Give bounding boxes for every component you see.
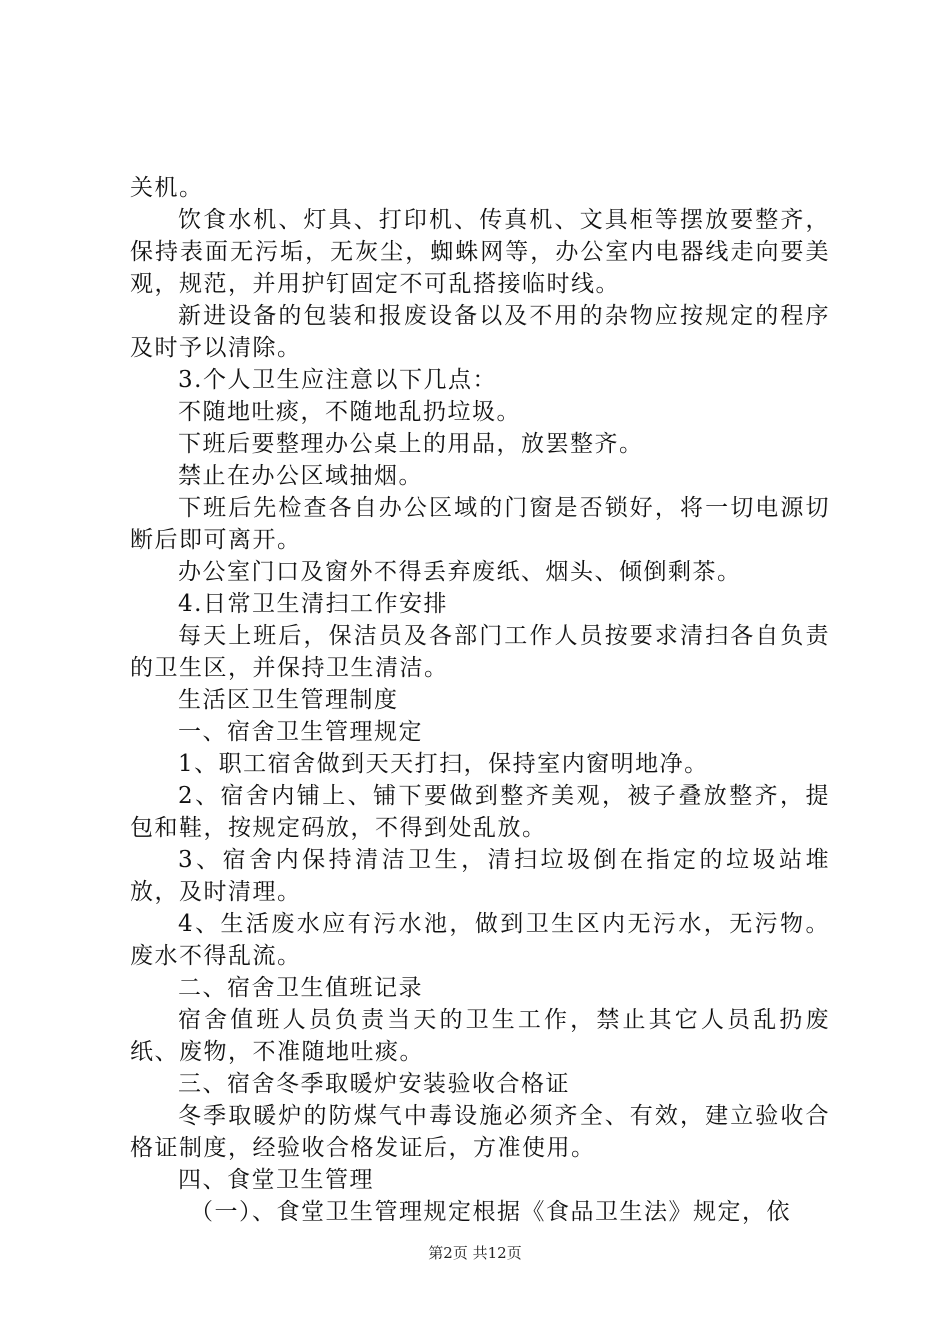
paragraph: 下班后先检查各自办公区域的门窗是否锁好，将一切电源切断后即可离开。: [130, 495, 830, 553]
paragraph: 下班后要整理办公桌上的用品，放罢整齐。: [178, 431, 644, 457]
paragraph: 一、宿舍卫生管理规定: [178, 719, 423, 745]
paragraph: 2、宿舍内铺上、铺下要做到整齐美观，被子叠放整齐，提包和鞋，按规定码放，不得到处乱放。: [130, 783, 830, 841]
paragraph: 新进设备的包装和报废设备以及不用的杂物应按规定的程序及时予以清除。: [130, 303, 830, 361]
paragraph: 3.个人卫生应注意以下几点：: [178, 367, 497, 393]
paragraph: 宿舍值班人员负责当天的卫生工作，禁止其它人员乱扔废纸、废物，不准随地吐痰。: [130, 1007, 830, 1065]
paragraph: 每天上班后，保洁员及各部门工作人员按要求清扫各自负责的卫生区，并保持卫生清洁。: [130, 623, 830, 681]
paragraph: 禁止在办公区域抽烟。: [178, 463, 423, 489]
paragraph: 三、宿舍冬季取暖炉安装验收合格证: [178, 1071, 570, 1097]
paragraph: （一）、食堂卫生管理规定根据《食品卫生法》规定，依: [190, 1199, 791, 1225]
paragraph: 二、宿舍卫生值班记录: [178, 975, 423, 1001]
paragraph: 不随地吐痰，不随地乱扔垃圾。: [178, 399, 521, 425]
paragraph: 办公室门口及窗外不得丢弃废纸、烟头、倾倒剩茶。: [178, 559, 742, 585]
page-footer: 第2页 共12页: [428, 1244, 522, 1262]
paragraph: 四、食堂卫生管理: [178, 1167, 374, 1193]
paragraph: 冬季取暖炉的防煤气中毒设施必须齐全、有效，建立验收合格证制度，经验收合格发证后，方准使用。: [130, 1103, 830, 1161]
paragraph: 生活区卫生管理制度: [178, 687, 399, 713]
paragraph: 1、职工宿舍做到天天打扫，保持室内窗明地净。: [178, 751, 709, 777]
paragraph: 关机。: [130, 175, 204, 201]
document-body: [130, 172, 830, 1228]
paragraph: 饮食水机、灯具、打印机、传真机、文具柜等摆放要整齐，保持表面无污垢，无灰尘，蜘蛛网等，办公室内电器线走向要美观，规范，并用护钉固定不可乱搭接临时线。: [130, 207, 830, 297]
paragraph: 3、宿舍内保持清洁卫生，清扫垃圾倒在指定的垃圾站堆放，及时清理。: [130, 847, 830, 905]
paragraph: 4、生活废水应有污水池，做到卫生区内无污水，无污物。废水不得乱流。: [130, 911, 830, 969]
paragraph: 4.日常卫生清扫工作安排: [178, 591, 448, 617]
